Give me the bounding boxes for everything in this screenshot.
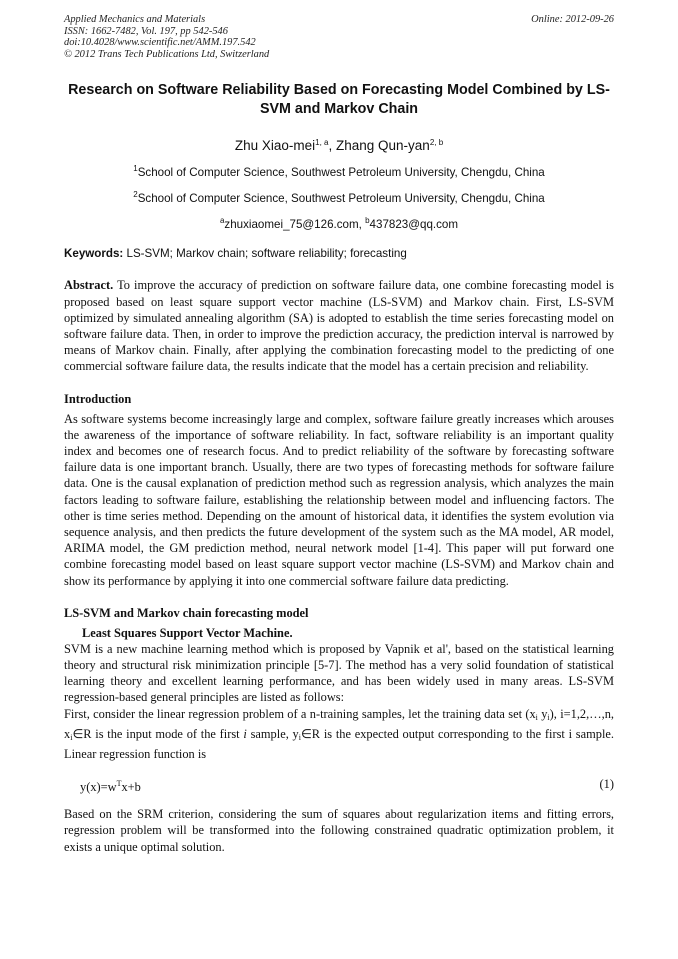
affiliation xyxy=(64,161,614,181)
issn-line: ISSN: 1662-7482, Vol. 197, pp 542-546 xyxy=(64,25,228,37)
italic-variable: i xyxy=(243,726,247,741)
introduction-paragraph: As software systems become increasingly large and complex, software failure greatly increases which arouses the awareness of the importance of software reliability. In fact, software reliability is an important quality index and becomes one of research focus. And to predict reliability of the software by forecasting software failure data is one important branch. Usually, there are two types of forecasting methods for software failure data. One is the causal explanation of prediction method such as regression analysis, which analyzes the main factors leading to software failure, establishing the relationship between model and influencing factors. The other is time series method. Depending on the amount of historical data, it identifies the system evolution via sequence analysis, and then predicts the future development of the system such as the MA model, AR model, ARIMA model, the GM prediction method, neural network model [1-4]. This paper will put forward one combine forecasting model based on least square support vector machine (LS-SVM) and Markov chain and show its performance by applying it into one commercial software failure data predicting. xyxy=(64,411,614,588)
paper-page xyxy=(64,14,614,855)
srm-paragraph: Based on the SRM criterion, considering the sum of squares about regularization items and fitting errors, regression problem will be transformed into the following constrained quadratic optimization problem, it exists a unique optimal solution. xyxy=(64,807,614,854)
abstract-text: To improve the accuracy of prediction on software failure data, one combine forecasting model is proposed based on least square support vector machine (LS-SVM) and Markov chain. First, LS-SVM optimized by simulated annealing algorithm (SA) is adopted to establish the time series forecasting model on software failure data. Then, in order to improve the prediction accuracy, the prediction interval is narrowed by means of Markov chain. Finally, after applying the combination forecasting model to the predicting of one commercial software failure data, the results indicate that the model has a certain precision and reliability. xyxy=(64,278,614,374)
email-sup: b xyxy=(365,216,370,226)
subscript: i xyxy=(298,732,301,742)
text-run: ∈R is the input mode of the first xyxy=(72,726,244,741)
ls-svm-paragraph: SVM is a new machine learning method which is proposed by Vapnik et al', based on the statistical learning theory and structural risk minimization principle [5-7]. The method has a very solid foundation of statistical learning theory and excellent learning performance, and has been widely used in many areas. LS-SVM regression-based general principles are listed as follows: xyxy=(64,641,614,705)
text-run: First, consider the linear regression problem of a n-training samples, let the training data set (x xyxy=(64,706,536,721)
abstract-label: Abstract. xyxy=(64,278,114,293)
email-link[interactable]: zhuxiaomei_75@126.com, xyxy=(224,218,366,232)
subscript: i xyxy=(535,712,538,722)
email-link[interactable]: 437823@qq.com xyxy=(369,218,459,232)
keywords xyxy=(64,246,614,262)
online-date: Online: 2012-09-26 xyxy=(531,14,614,25)
keywords-label: Keywords: xyxy=(64,247,124,261)
email-line xyxy=(64,213,614,233)
author-sup: 1, a xyxy=(315,138,329,148)
equation-number: (1) xyxy=(599,777,614,792)
equation-rhs: x+b xyxy=(121,780,141,795)
text-run: ∈R is the expected output corresponding to the first i sample. Linear regression function is xyxy=(64,726,614,762)
subsection-heading-ls-svm: Least Squares Support Vector Machine. xyxy=(82,625,293,640)
affiliation-text: School of Computer Science, Southwest Petroleum University, Chengdu, China xyxy=(137,192,545,206)
author-separator: , xyxy=(328,138,336,154)
journal-name: Applied Mechanics and Materials xyxy=(64,14,206,25)
doi-line: doi:10.4028/www.scientific.net/AMM.197.542 xyxy=(64,37,256,49)
journal-header xyxy=(64,14,614,60)
regression-paragraph xyxy=(64,706,614,763)
author-line xyxy=(64,134,614,155)
text-run: sample, y xyxy=(246,726,299,741)
copyright-line: © 2012 Trans Tech Publications Ltd, Switzerland xyxy=(64,48,270,60)
text-run: ), i=1,2,…,n, x xyxy=(64,706,614,741)
subscript: i xyxy=(70,732,73,742)
email-sup: a xyxy=(219,216,225,226)
affiliation xyxy=(64,187,614,207)
subscript: i xyxy=(547,712,550,722)
equation-1 xyxy=(64,776,614,795)
equation-sup: T xyxy=(116,779,122,789)
author-name: Zhu Xiao-mei xyxy=(234,138,316,154)
affiliation-sup: 2 xyxy=(133,190,138,200)
affiliation-text: School of Computer Science, Southwest Petroleum University, Chengdu, China xyxy=(137,166,545,180)
text-run: y xyxy=(537,706,548,721)
affiliation-sup: 1 xyxy=(133,164,138,174)
abstract xyxy=(64,277,614,374)
paper-title: Research on Software Reliability Based on Forecasting Model Combined by LS-SVM and Markov Chain xyxy=(68,82,610,118)
author-name: Zhang Qun-yan xyxy=(336,138,430,154)
equation-lhs: y(x)=w xyxy=(80,780,117,795)
section-heading-model: LS-SVM and Markov chain forecasting model xyxy=(64,605,309,620)
section-heading-introduction: Introduction xyxy=(64,391,132,406)
keywords-text: LS-SVM; Markov chain; software reliability; forecasting xyxy=(123,247,407,261)
author-sup: 2, b xyxy=(429,138,444,148)
